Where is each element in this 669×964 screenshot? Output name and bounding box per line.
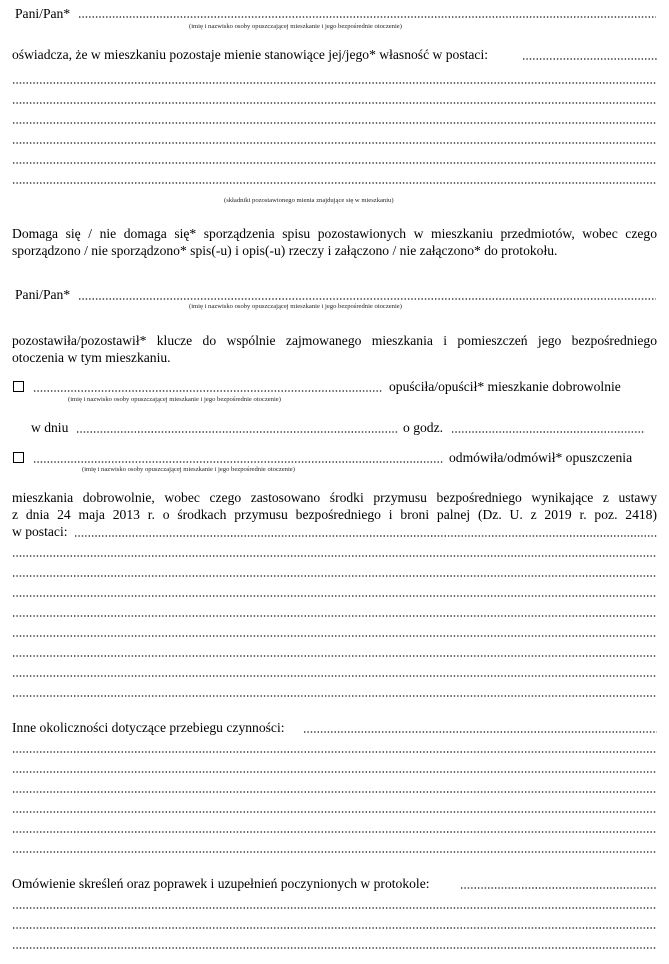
coercion-line-2: z dnia 24 maja 2013 r. o środkach przymusu bezpośredniego i broni palnej (Dz. U. z 2019 r. poz. 2418) [12, 506, 657, 522]
corrections-field-line-1[interactable] [12, 906, 657, 910]
date-day-field[interactable] [76, 430, 398, 434]
other-field-line-4[interactable] [12, 810, 657, 814]
coercion-field-line-0[interactable] [74, 534, 657, 538]
person-caption-1: (imię i nazwisko osoby opuszczającej mieszkanie i jego bezpośrednie otoczenie) [189, 23, 402, 30]
corrections-label: Omówienie skreśleń oraz poprawek i uzupełnień poczynionych w protokole: [12, 876, 430, 891]
date-time-label: o godz. [403, 420, 444, 435]
option-1-text: opuściła/opuścił* mieszkanie dobrowolnie [389, 379, 621, 394]
coercion-field-line-8[interactable] [12, 694, 657, 698]
option-2-text: odmówiła/odmówił* opuszczenia [449, 450, 633, 465]
coercion-line-3: w postaci: [12, 524, 68, 539]
coercion-field-line-5[interactable] [12, 634, 657, 638]
inventory-paragraph [12, 226, 657, 243]
property-field-line-4[interactable] [12, 141, 657, 145]
option-2-checkbox[interactable] [13, 452, 24, 463]
coercion-field-line-4[interactable] [12, 614, 657, 618]
keys-paragraph [12, 333, 657, 350]
other-field-line-6[interactable] [12, 850, 657, 854]
coercion-field-line-1[interactable] [12, 554, 657, 558]
option-1-caption: (imię i nazwisko osoby opuszczającej mieszkanie i jego bezpośrednie otoczenie) [68, 396, 281, 403]
other-field-line-5[interactable] [12, 830, 657, 834]
property-field-line-1[interactable] [12, 81, 657, 85]
other-circumstances-label: Inne okoliczności dotyczące przebiegu czynności: [12, 720, 285, 735]
date-day-label: w dniu [31, 420, 69, 435]
person-name-field-1[interactable] [78, 15, 656, 19]
coercion-field-line-7[interactable] [12, 674, 657, 678]
option-2-name-field[interactable] [33, 460, 443, 464]
option-1-checkbox[interactable] [13, 381, 24, 392]
corrections-field-line-3[interactable] [12, 946, 657, 950]
person-name-field-2[interactable] [78, 297, 656, 301]
person-label-1: Pani/Pan* [15, 6, 71, 21]
option-2-caption: (imię i nazwisko osoby opuszczającej mieszkanie i jego bezpośrednie otoczenie) [82, 466, 295, 473]
other-field-line-3[interactable] [12, 790, 657, 794]
property-field-line-3[interactable] [12, 121, 657, 125]
coercion-field-line-3[interactable] [12, 594, 657, 598]
coercion-field-line-6[interactable] [12, 654, 657, 658]
option-1-name-field[interactable] [33, 389, 383, 393]
other-field-line-2[interactable] [12, 770, 657, 774]
inventory-line-1: Domaga się / nie domaga się* sporządzenia spisu pozostawionych w mieszkaniu przedmiotów, wobec czego [12, 226, 657, 241]
person-label-2: Pani/Pan* [15, 287, 71, 302]
coercion-field-line-2[interactable] [12, 574, 657, 578]
coercion-line-1: mieszkania dobrowolnie, wobec czego zastosowano środki przymusu bezpośredniego wynikające z ustawy [12, 490, 657, 505]
inventory-line-2: sporządzono / nie sporządzono* spis(-u) i opis(-u) rzeczy i załączono / nie załączono* do protokołu. [12, 243, 558, 258]
person-caption-2: (imię i nazwisko osoby opuszczającej mieszkanie i jego bezpośrednie otoczenie) [189, 303, 402, 310]
other-field-line-1[interactable] [12, 750, 657, 754]
corrections-field-line-0[interactable] [460, 886, 657, 890]
keys-line-1: pozostawiła/pozostawił* klucze do wspólnie zajmowanego mieszkania i pomieszczeń jego bezpośredniego [12, 333, 657, 348]
coercion-paragraph [12, 490, 657, 523]
other-field-line-0[interactable] [303, 730, 657, 734]
keys-line-2: otoczenia w tym mieszkaniu. [12, 350, 171, 365]
property-field-line-6[interactable] [12, 181, 657, 185]
property-statement: oświadcza, że w mieszkaniu pozostaje mienie stanowiące jej/jego* własność w postaci: [12, 47, 489, 62]
date-time-field[interactable] [451, 430, 645, 434]
corrections-field-line-2[interactable] [12, 926, 657, 930]
property-field-line-0[interactable] [522, 57, 657, 61]
property-caption: (składniki pozostawionego mienia znajdujące się w mieszkaniu) [224, 197, 394, 204]
property-field-line-2[interactable] [12, 101, 657, 105]
property-field-line-5[interactable] [12, 161, 657, 165]
